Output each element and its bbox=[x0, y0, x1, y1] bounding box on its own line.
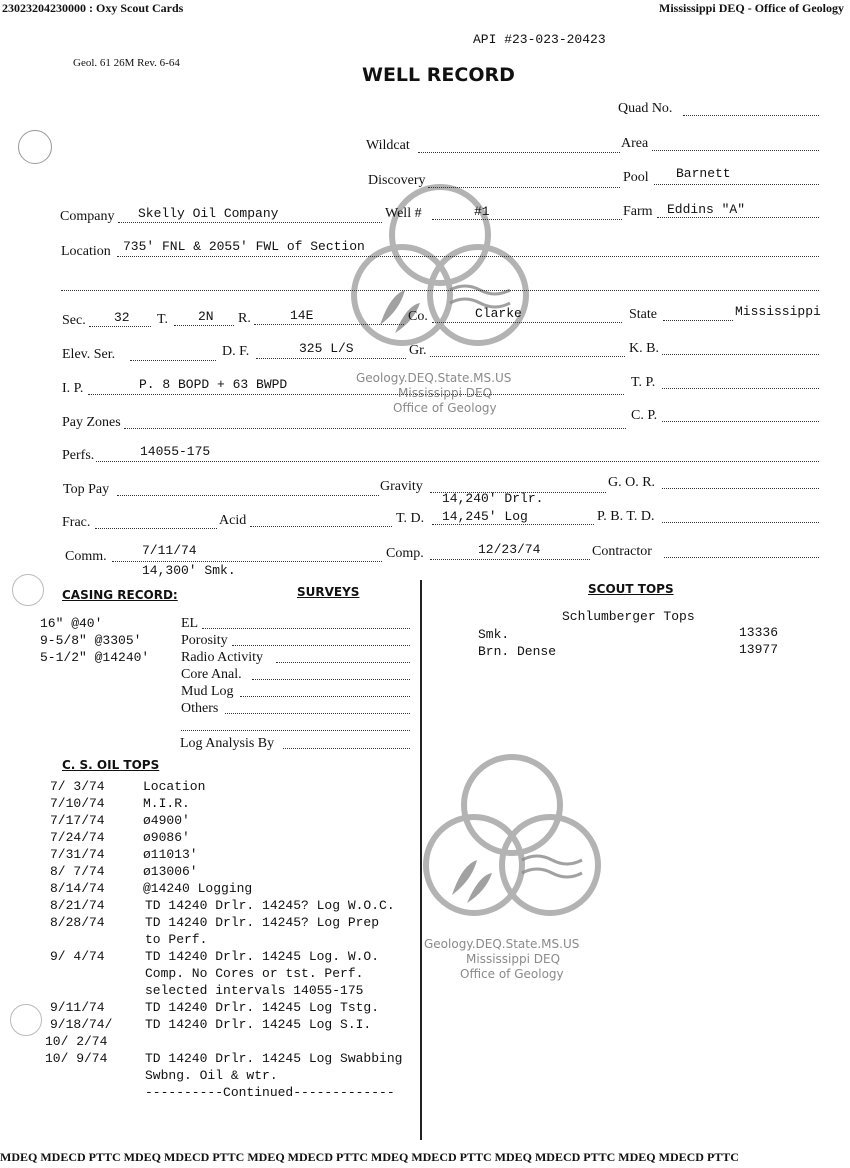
scout-top-depth-2: 13977 bbox=[739, 642, 779, 657]
comm-value: 7/11/74 bbox=[142, 543, 197, 558]
page-title: WELL RECORD bbox=[362, 64, 515, 86]
gr-label: Gr. bbox=[409, 343, 427, 358]
farm-label: Farm bbox=[623, 204, 653, 219]
log-analysis-line bbox=[283, 748, 410, 749]
gor-label: G. O. R. bbox=[608, 475, 656, 490]
oil-top-entry-8: TD 14240 Drlr. 14245? Log W.O.C. bbox=[145, 898, 395, 913]
perfs-value: 14055-175 bbox=[140, 444, 211, 459]
discovery-label: Discovery bbox=[368, 173, 426, 188]
casing-record-heading: CASING RECORD: bbox=[62, 588, 178, 602]
pool-value: Barnett bbox=[676, 166, 731, 181]
survey-mud-log: Mud Log bbox=[181, 684, 234, 699]
pbtd-line bbox=[662, 522, 819, 523]
oil-top-date-2: 7/10/74 bbox=[50, 796, 105, 811]
oil-top-entry-9b: to Perf. bbox=[145, 932, 208, 947]
casing-item-2: 9-5/8" @3305' bbox=[40, 633, 142, 648]
oil-tops-heading: C. S. OIL TOPS bbox=[62, 758, 160, 772]
df-label: D. F. bbox=[222, 344, 250, 359]
r-label: R. bbox=[238, 311, 251, 326]
co-line bbox=[432, 322, 622, 323]
scout-top-name-2: Brn. Dense bbox=[478, 644, 557, 659]
api-number: API #23-023-20423 bbox=[473, 32, 606, 47]
survey-porosity: Porosity bbox=[181, 633, 228, 648]
casing-item-3: 5-1/2" @14240' bbox=[40, 650, 150, 665]
company-label: Company bbox=[60, 209, 115, 224]
oil-top-date-8: 8/21/74 bbox=[50, 898, 105, 913]
comp-label: Comp. bbox=[386, 546, 424, 561]
perfs-line bbox=[96, 461, 819, 462]
farm-line bbox=[657, 217, 819, 218]
company-value: Skelly Oil Company bbox=[138, 206, 279, 221]
mdeq-watermark-logo-bottom bbox=[412, 745, 622, 945]
company-line bbox=[118, 222, 382, 223]
wildcat-label: Wildcat bbox=[366, 138, 410, 153]
df-value: 325 L/S bbox=[299, 341, 354, 356]
acid-label: Acid bbox=[219, 513, 247, 528]
co-value: Clarke bbox=[475, 306, 522, 321]
oil-top-date-3: 7/17/74 bbox=[50, 813, 105, 828]
ip-line bbox=[88, 394, 624, 395]
comm-line bbox=[112, 561, 382, 562]
quad-no-label: Quad No. bbox=[618, 101, 673, 116]
punch-hole-top bbox=[18, 130, 52, 164]
comp-value: 12/23/74 bbox=[478, 542, 541, 557]
survey-radio-activity: Radio Activity bbox=[181, 650, 264, 665]
area-label: Area bbox=[621, 136, 649, 151]
t-label: T. bbox=[157, 312, 169, 327]
oil-top-entry-14b: Swbng. Oil & wtr. bbox=[145, 1068, 278, 1083]
ip-value: P. 8 BOPD + 63 BWPD bbox=[139, 377, 288, 392]
survey-radio-activity-line bbox=[276, 662, 410, 663]
frac-label: Frac. bbox=[62, 515, 91, 530]
gravity-label: Gravity bbox=[380, 479, 423, 494]
punch-hole-bottom bbox=[10, 1004, 42, 1036]
oil-top-entry-5: ø11013' bbox=[143, 847, 198, 862]
td-label: T. D. bbox=[396, 511, 425, 526]
well-no-line bbox=[432, 219, 622, 220]
oil-top-entry-9: TD 14240 Drlr. 14245? Log Prep bbox=[145, 915, 380, 930]
oil-top-date-12: 9/18/74/ bbox=[50, 1017, 113, 1032]
watermark-agency-bottom: Mississippi DEQ bbox=[466, 952, 561, 966]
state-value: Mississippi bbox=[735, 304, 821, 319]
survey-el: EL bbox=[181, 616, 199, 631]
oil-top-entry-14: TD 14240 Drlr. 14245 Log Swabbing bbox=[145, 1051, 403, 1066]
footer-repeat-text: MDEQ MDECD PTTC MDEQ MDECD PTTC MDEQ MDECD PTTC MDEQ MDECD PTTC MDEQ MDECD PTTC MDEQ MDECD PTTC bbox=[0, 1150, 739, 1164]
surveys-heading: SURVEYS bbox=[297, 585, 360, 599]
sec-label: Sec. bbox=[62, 313, 86, 328]
pay-zones-label: Pay Zones bbox=[62, 415, 121, 430]
df-line bbox=[256, 358, 406, 359]
form-number: Geol. 61 26M Rev. 6-64 bbox=[73, 57, 180, 69]
comp-line bbox=[430, 559, 590, 560]
acid-line bbox=[250, 526, 392, 527]
co-label: Co. bbox=[408, 309, 428, 324]
area-line bbox=[652, 150, 819, 151]
sec-line bbox=[89, 326, 151, 327]
tp-line bbox=[662, 388, 819, 389]
survey-mud-log-line bbox=[240, 696, 410, 697]
oil-top-entry-3: ø4900' bbox=[143, 813, 190, 828]
survey-el-line bbox=[202, 628, 410, 629]
well-no-label: Well # bbox=[385, 206, 422, 221]
contractor-label: Contractor bbox=[592, 544, 652, 559]
t-line bbox=[174, 325, 234, 326]
oil-top-entry-2: M.I.R. bbox=[143, 796, 190, 811]
watermark-office-bottom: Office of Geology bbox=[460, 967, 564, 981]
discovery-line bbox=[428, 187, 620, 188]
tp-label: T. P. bbox=[631, 375, 656, 390]
location-line-2 bbox=[61, 290, 819, 291]
td-value-log: 14,245' Log bbox=[442, 509, 528, 524]
scout-top-name-1: Smk. bbox=[478, 627, 510, 642]
r-line bbox=[254, 324, 404, 325]
scout-tops-subheading: Schlumberger Tops bbox=[562, 609, 695, 624]
oil-top-entry-6: ø13006' bbox=[143, 864, 198, 879]
watermark-url-bottom: Geology.DEQ.State.MS.US bbox=[424, 937, 580, 951]
pool-label: Pool bbox=[623, 170, 649, 185]
gr-line bbox=[430, 356, 625, 357]
oil-top-date-4: 7/24/74 bbox=[50, 830, 105, 845]
continued-marker: ----------Continued------------- bbox=[145, 1085, 395, 1100]
state-line bbox=[663, 320, 733, 321]
state-label: State bbox=[629, 307, 657, 322]
oil-top-date-6: 8/ 7/74 bbox=[50, 864, 105, 879]
casing-item-1: 16" @40' bbox=[40, 616, 103, 631]
oil-top-entry-10: TD 14240 Drlr. 14245 Log. W.O. bbox=[145, 949, 380, 964]
comm-extra-value: 14,300' Smk. bbox=[142, 563, 236, 578]
kb-label: K. B. bbox=[629, 341, 659, 356]
contractor-line bbox=[664, 557, 819, 558]
td-line bbox=[432, 524, 594, 525]
agency-header: Mississippi DEQ - Office of Geology bbox=[659, 1, 844, 15]
gor-line bbox=[662, 488, 819, 489]
elev-ser-line bbox=[130, 360, 216, 361]
sec-value: 32 bbox=[114, 310, 130, 325]
oil-top-entry-11: TD 14240 Drlr. 14245 Log Tstg. bbox=[145, 1000, 380, 1015]
punch-hole-middle bbox=[12, 574, 44, 606]
oil-top-entry-12: TD 14240 Drlr. 14245 Log S.I. bbox=[145, 1017, 372, 1032]
r-value: 14E bbox=[290, 308, 314, 323]
watermark-url-top: Geology.DEQ.State.MS.US bbox=[356, 371, 512, 385]
td-value-drlr: 14,240' Drlr. bbox=[442, 491, 544, 506]
ip-label: I. P. bbox=[62, 381, 84, 396]
oil-top-date-7: 8/14/74 bbox=[50, 881, 105, 896]
location-label: Location bbox=[61, 244, 111, 259]
oil-top-date-5: 7/31/74 bbox=[50, 847, 105, 862]
perfs-label: Perfs. bbox=[62, 448, 95, 463]
location-value: 735' FNL & 2055' FWL of Section bbox=[123, 239, 365, 254]
elev-ser-label: Elev. Ser. bbox=[62, 347, 116, 362]
watermark-office-top: Office of Geology bbox=[393, 401, 497, 415]
survey-core-anal: Core Anal. bbox=[181, 667, 242, 682]
survey-others: Others bbox=[181, 701, 219, 716]
document-id-header: 23023204230000 : Oxy Scout Cards bbox=[2, 1, 184, 15]
kb-line bbox=[662, 354, 819, 355]
pool-line bbox=[654, 184, 819, 185]
top-pay-line bbox=[117, 495, 379, 496]
log-analysis-label: Log Analysis By bbox=[180, 736, 275, 751]
survey-blank-line bbox=[181, 730, 410, 731]
quad-no-line bbox=[683, 115, 819, 116]
oil-top-entry-1: Location bbox=[143, 779, 206, 794]
t-value: 2N bbox=[198, 309, 214, 324]
survey-core-anal-line bbox=[252, 679, 410, 680]
comm-label: Comm. bbox=[65, 549, 107, 564]
oil-top-entry-7: @14240 Logging bbox=[143, 881, 253, 896]
oil-top-date-1: 7/ 3/74 bbox=[50, 779, 105, 794]
frac-line bbox=[95, 528, 217, 529]
oil-top-date-13: 10/ 2/74 bbox=[45, 1034, 108, 1049]
location-line bbox=[117, 256, 819, 257]
oil-top-date-11: 9/11/74 bbox=[50, 1000, 105, 1015]
wildcat-line bbox=[418, 152, 620, 153]
survey-porosity-line bbox=[232, 645, 410, 646]
oil-top-entry-10c: selected intervals 14055-175 bbox=[145, 983, 364, 998]
cp-label: C. P. bbox=[631, 408, 658, 423]
scout-tops-heading: SCOUT TOPS bbox=[588, 582, 674, 596]
mdeq-watermark-logo-top bbox=[340, 175, 550, 375]
oil-top-date-10: 9/ 4/74 bbox=[50, 949, 105, 964]
top-pay-label: Top Pay bbox=[63, 482, 110, 497]
watermark-agency-top: Mississippi DEQ bbox=[398, 386, 493, 400]
farm-value: Eddins "A" bbox=[667, 202, 746, 217]
scout-top-depth-1: 13336 bbox=[739, 625, 779, 640]
cp-line bbox=[662, 421, 819, 422]
column-divider bbox=[420, 580, 422, 1140]
pbtd-label: P. B. T. D. bbox=[597, 509, 655, 524]
oil-top-date-9: 8/28/74 bbox=[50, 915, 105, 930]
oil-top-entry-10b: Comp. No Cores or tst. Perf. bbox=[145, 966, 364, 981]
oil-top-date-14: 10/ 9/74 bbox=[45, 1051, 108, 1066]
oil-top-entry-4: ø9086' bbox=[143, 830, 190, 845]
pay-zones-line bbox=[124, 428, 626, 429]
well-no-value: #1 bbox=[474, 204, 490, 219]
survey-others-line bbox=[225, 713, 410, 714]
